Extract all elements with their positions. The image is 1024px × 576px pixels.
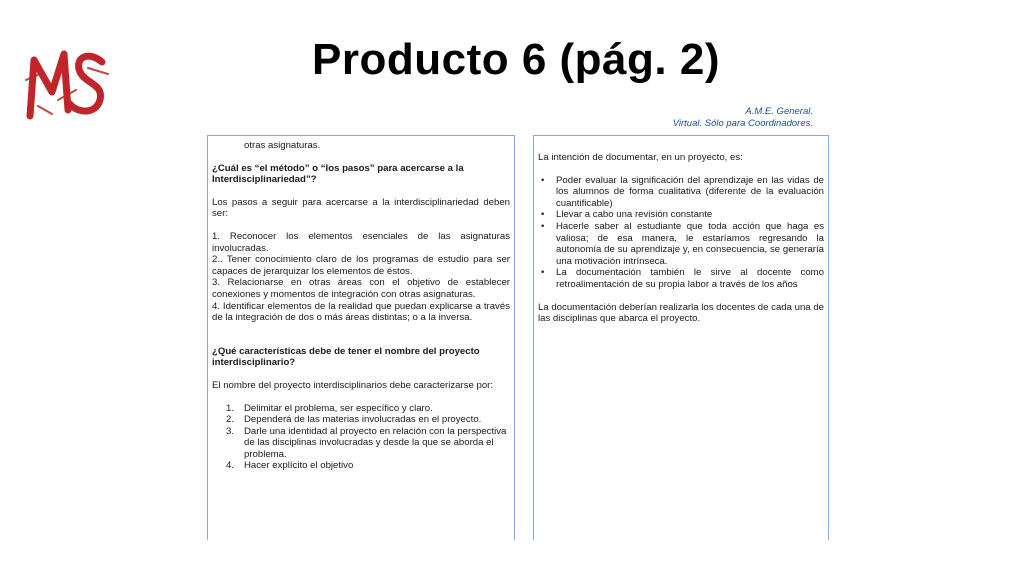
list-item: 4. Hacer explícito el objetivo [226, 460, 354, 472]
step-item: 1. Reconocer los elementos esenciales de las asignaturas involucradas. [212, 230, 510, 254]
step-item: 4. Identificar elementos de la realidad que puedan explicarse a través de la integración de dos o más áreas distintas; o a la inversa. [212, 300, 510, 324]
document-header-note [673, 106, 813, 130]
documentation-closing: La documentación deberían realizarla los docentes de cada una de las disciplinas que abarca el proyecto. [538, 301, 824, 325]
question-method: ¿Cuál es “el método” o “los pasos” para acercarse a la Interdisciplinariedad”? [212, 162, 464, 186]
documentation-bullets [538, 175, 824, 291]
header-note-line1: A.M.E. General. [745, 106, 813, 117]
list-item: 2. Dependerá de las materias involucradas en el proyecto. [226, 414, 482, 426]
question-project-name: ¿Qué características debe de tener el nombre del proyecto interdisciplinario? [212, 345, 480, 369]
page-title: Producto 6 (pág. 2) [312, 35, 720, 84]
steps-intro: Los pasos a seguir para acercarse a la interdisciplinariedad deben ser: [212, 196, 510, 220]
documentation-intro: La intención de documentar, en un proyecto, es: [538, 152, 743, 163]
characteristics-list [212, 403, 510, 473]
ms-logo-icon [18, 40, 114, 124]
bullet-icon: • [541, 209, 545, 221]
step-item: 2.. Tener conocimiento claro de los programas de estudio para ser capaces de jerarquizar los elementos de éstos. [212, 254, 510, 277]
list-item: • La documentación también le sirve al docente como retroalimentación de su propia labor a través de los años [541, 267, 824, 290]
list-item: • Llevar a cabo una revisión constante [541, 209, 713, 221]
bullet-icon: • [541, 267, 545, 279]
characteristics-intro: El nombre del proyecto interdisciplinarios debe caracterizarse por: [212, 379, 494, 391]
list-item: 1. Delimitar el problema, ser específico y claro. [226, 402, 433, 414]
logo [18, 40, 114, 124]
left-document-page [207, 135, 515, 540]
continuation-text: otras asignaturas. [244, 140, 321, 151]
list-item: • Poder evaluar la significación del aprendizaje en las vidas de los alumnos de forma cualitativa (diferente de la evaluación cuantificable) [541, 174, 824, 209]
list-item: 3. Darle una identidad al proyecto en relación con la perspectiva de las disciplinas involucradas y desde la que se aborda el problema. [226, 425, 507, 460]
right-document-page [533, 135, 829, 540]
step-item: 3. Relacionarse en otras áreas con el objetivo de establecer conexiones y momentos de integración con otras asignaturas. [212, 277, 510, 300]
bullet-icon: • [541, 220, 545, 232]
list-item: • Hacerle saber al estudiante que toda acción que haga es valiosa; de esa manera, le estaríamos regresando la autonomía de su aprendizaje y, en consecuencia, se generaría una motivación intrínseca. [541, 220, 824, 267]
bullet-icon: • [541, 174, 545, 186]
header-note-line2: Virtual. Sólo para Coordinadores. [672, 118, 813, 129]
